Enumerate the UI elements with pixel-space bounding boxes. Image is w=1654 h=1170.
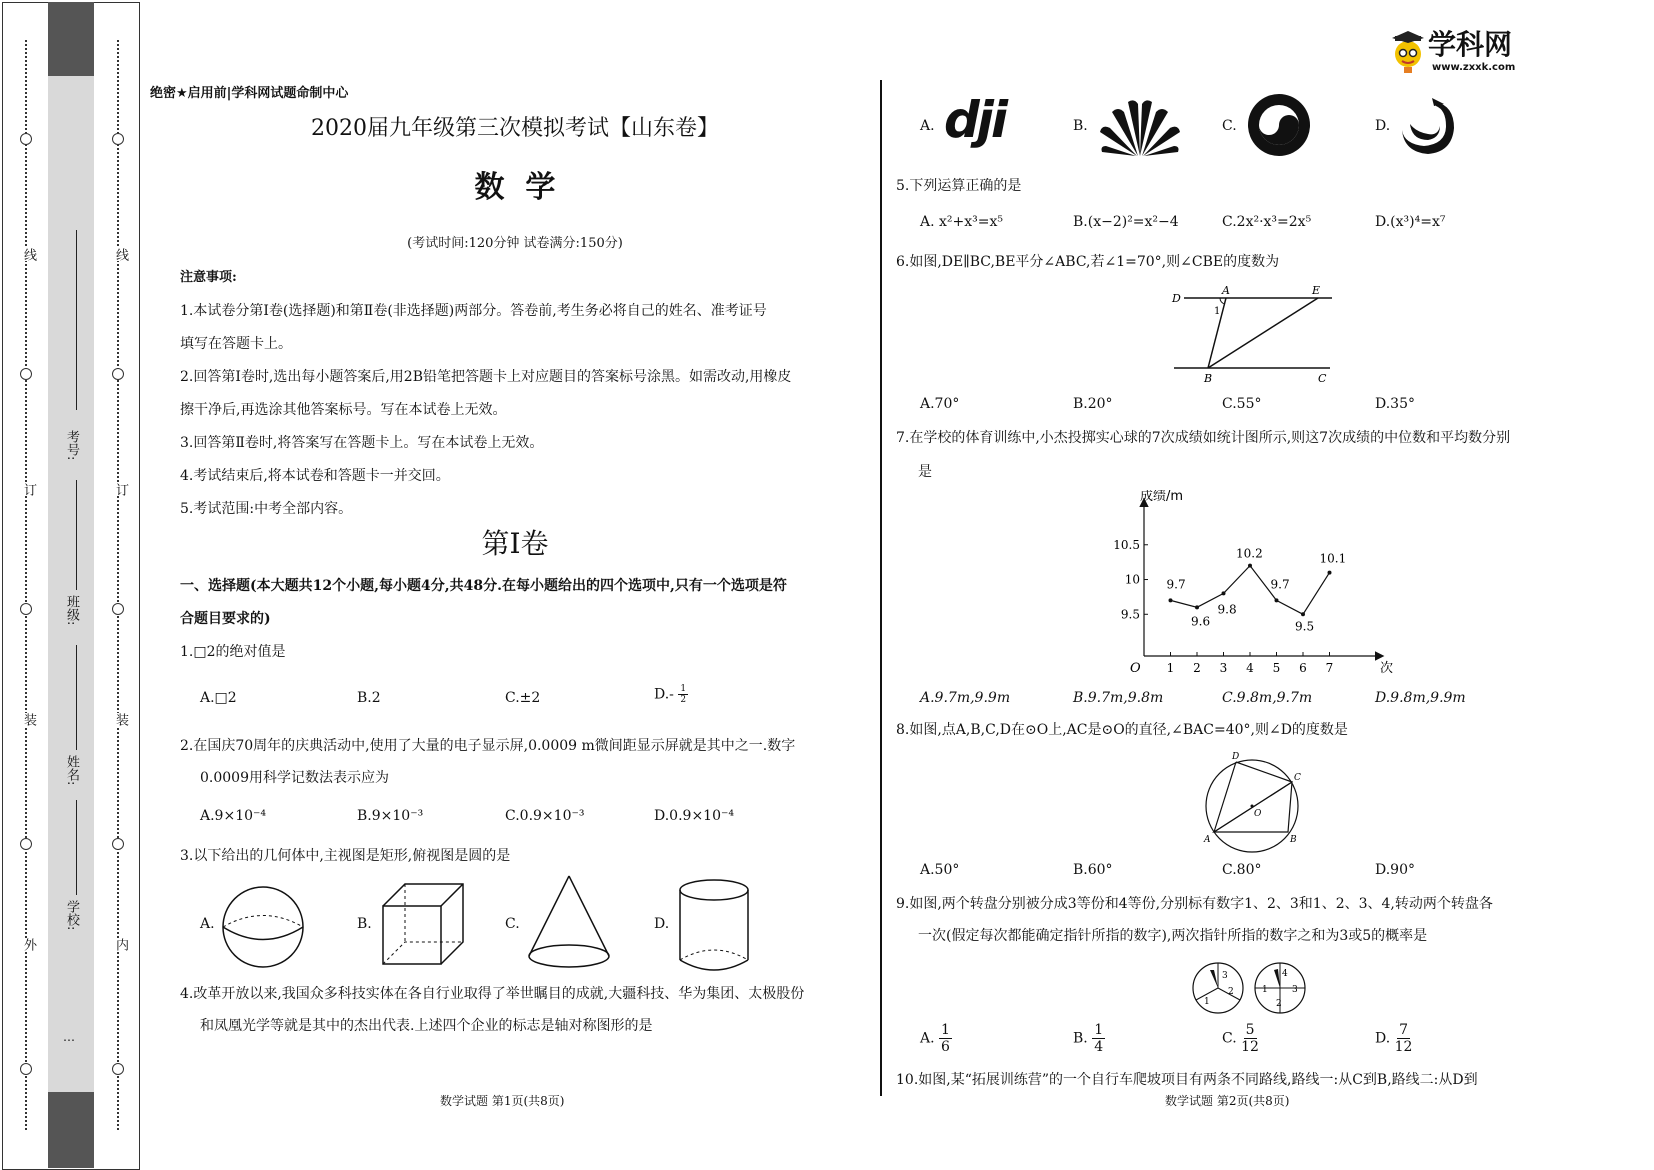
notes-line-5: 3.回答第Ⅱ卷时,将答案写在答题卡上。写在本试卷上无效。 [180, 435, 544, 451]
q6-label-c: C [1318, 372, 1327, 384]
mascot-icon [1390, 30, 1426, 74]
chart-data-point [1195, 605, 1199, 609]
q9-b-num: 1 [1094, 1022, 1104, 1038]
q1-stem: 1.□2的绝对值是 [180, 644, 286, 660]
q4-option-d[interactable]: D. [1375, 118, 1391, 134]
q6-label-e: E [1312, 284, 1321, 297]
q9-c-label: C. [1222, 1030, 1237, 1047]
binding-zhuang-inner: 装 [113, 713, 128, 726]
q6-label-a: A [1222, 284, 1230, 297]
chart-data-label: 9.7 [1270, 577, 1290, 592]
q6-stem: 6.如图,DE∥BC,BE平分∠ABC,若∠1=70°,则∠CBE的度数为 [896, 254, 1280, 270]
q8-option-d[interactable]: D.90° [1375, 862, 1415, 878]
q3-option-d[interactable]: D. [654, 916, 670, 932]
q6-option-d[interactable]: D.35° [1375, 396, 1415, 412]
subject-title: 数 学 [474, 170, 556, 205]
q2-option-c[interactable]: C.0.9×10⁻³ [505, 808, 585, 824]
taiji-logo-icon [1246, 92, 1312, 158]
q3-cone-figure [524, 872, 614, 972]
q4-stem-1: 4.改革开放以来,我国众多科技实体在各自行业取得了举世瞩目的成就,大疆科技、华为集团、太极股份 [180, 986, 805, 1002]
chart-data-label: 9.5 [1295, 619, 1315, 634]
chart-series-line [1171, 566, 1330, 615]
q7-stem-2: 是 [918, 464, 932, 480]
chart-y-tick-label: 10.5 [1113, 537, 1140, 552]
q1-option-c[interactable]: C.±2 [505, 690, 541, 706]
notes-line-2: 填写在答题卡上。 [180, 336, 292, 352]
zxxk-logo[interactable] [1390, 28, 1520, 78]
q9-spinners-figure [1190, 958, 1310, 1018]
q8-label-a: A [1204, 835, 1211, 845]
q4-option-a[interactable]: A. [920, 118, 935, 134]
q3-option-c[interactable]: C. [505, 916, 520, 932]
q8-label-b: B [1290, 835, 1297, 845]
q9-option-a[interactable] [920, 1022, 952, 1055]
binding-outer-label: 外 [21, 938, 36, 951]
chart-x-tick-label: 4 [1246, 661, 1254, 675]
q5-stem: 5.下列运算正确的是 [896, 178, 1022, 194]
q3-option-b[interactable]: B. [357, 916, 372, 932]
section1-title: 第Ⅰ卷 [481, 527, 549, 560]
chart-data-point [1275, 598, 1279, 602]
q6-label-b: B [1204, 372, 1213, 384]
q6-option-a[interactable]: A.70° [920, 396, 960, 412]
chart-x-tick-label: 5 [1272, 661, 1281, 675]
footer-page-1: 数学试题 第1页(共8页) [440, 1094, 565, 1108]
notes-title: 注意事项: [180, 270, 237, 285]
binding-name-line[interactable] [76, 645, 77, 750]
q5-option-b[interactable]: B.(x−2)²=x²−4 [1073, 214, 1179, 230]
logo-url: www.zxxk.com [1432, 62, 1516, 73]
chart-data-label: 10.2 [1236, 546, 1263, 561]
chart-x-tick-label: 3 [1219, 661, 1228, 675]
binding-school-line[interactable] [76, 800, 77, 895]
q9-b-den: 4 [1094, 1039, 1104, 1055]
q9-c-num: 5 [1245, 1022, 1255, 1038]
q4-option-b[interactable]: B. [1073, 118, 1088, 134]
chart-x-tick-label: 2 [1193, 661, 1201, 675]
binding-ellipsis: … [63, 1030, 75, 1044]
binding-class-label: 班级: [64, 595, 79, 626]
q5-option-d[interactable]: D.(x³)⁴=x⁷ [1375, 214, 1446, 230]
chart-data-point [1301, 612, 1305, 616]
q2-stem-2: 0.0009用科学记数法表示应为 [200, 770, 389, 786]
q6-label-1: 1 [1214, 306, 1221, 317]
chart-data-label: 9.7 [1166, 577, 1186, 592]
q9-a-label: A. [920, 1030, 935, 1047]
q8-label-d: D [1232, 752, 1240, 762]
q9-option-b[interactable] [1073, 1022, 1105, 1055]
binding-id-label: 考号: [64, 430, 79, 461]
exam-title: 2020届九年级第三次模拟考试【山东卷】 [311, 116, 719, 141]
q9-w1-label-2: 2 [1228, 987, 1234, 997]
q6-option-b[interactable]: B.20° [1073, 396, 1113, 412]
q5-option-c[interactable]: C.2x²·x³=2x⁵ [1222, 214, 1312, 230]
binding-class-line[interactable] [76, 480, 77, 590]
q6-figure [1170, 284, 1350, 384]
q8-label-c: C [1294, 773, 1301, 783]
q2-option-a[interactable]: A.9×10⁻⁴ [200, 808, 267, 824]
binding-id-line[interactable] [76, 230, 77, 410]
q1-option-d-prefix: D.- [654, 686, 674, 703]
q1-d-den: 2 [680, 695, 687, 705]
binding-ding-inner: 订 [113, 483, 128, 496]
q9-stem-2: 一次(假定每次都能确定指针所指的数字),两次指针所指的数字之和为3或5的概率是 [918, 928, 1428, 944]
q1-option-a[interactable]: A.□2 [200, 690, 237, 706]
q9-w1-label-1: 1 [1204, 997, 1210, 1007]
binding-strip [0, 0, 140, 1169]
chart-x-tick-label: 7 [1325, 661, 1334, 675]
q3-cylinder-figure [674, 876, 754, 976]
binding-name-label: 姓名: [64, 755, 79, 786]
q7-option-c[interactable]: C.9.8m,9.7m [1222, 690, 1313, 706]
binding-school-label: 学校: [64, 900, 79, 931]
section1-heading-2: 合题目要求的) [180, 611, 271, 627]
q9-d-label: D. [1375, 1030, 1391, 1047]
notes-line-4: 擦干净后,再选涂其他答案标号。写在本试卷上无效。 [180, 402, 507, 418]
q9-a-num: 1 [941, 1022, 950, 1038]
binding-zhuang-outer: 装 [21, 713, 36, 726]
q1-option-b[interactable]: B.2 [357, 690, 381, 706]
q2-option-b[interactable]: B.9×10⁻³ [357, 808, 424, 824]
q3-sphere-figure [218, 882, 308, 972]
binding-inner-label: 内 [113, 938, 128, 951]
q8-circle-figure [1192, 750, 1312, 860]
chart-data-point [1328, 571, 1332, 575]
q9-w2-label-3: 3 [1292, 985, 1298, 995]
q9-b-label: B. [1073, 1030, 1088, 1047]
section1-heading-1: 一、选择题(本大题共12个小题,每小题4分,共48分.在每小题给出的四个选项中,只有一个选项是符 [180, 578, 787, 594]
q9-stem-1: 9.如图,两个转盘分别被分成3等份和4等份,分别标有数字1、2、3和1、2、3、4,转动两个转盘各 [896, 896, 1493, 912]
chart-data-point [1222, 591, 1226, 595]
chart-y-tick-label: 10 [1124, 572, 1140, 587]
notes-line-3: 2.回答第Ⅰ卷时,选出每小题答案后,用2B铅笔把答题卡上对应题目的答案标号涂黑。如需改动,用橡皮 [180, 369, 792, 385]
phoenix-logo-icon [1396, 94, 1462, 160]
q9-d-den: 12 [1394, 1039, 1413, 1055]
q3-option-a[interactable]: A. [200, 916, 215, 932]
q9-option-c[interactable] [1222, 1022, 1259, 1055]
q9-c-den: 12 [1241, 1039, 1259, 1055]
chart-data-label: 9.8 [1217, 602, 1237, 617]
chart-y-tick-label: 9.5 [1120, 607, 1140, 622]
notes-line-1: 1.本试卷分第Ⅰ卷(选择题)和第Ⅱ卷(非选择题)两部分。答卷前,考生务必将自己的姓名、准考证号 [180, 303, 767, 319]
q7-stem-1: 7.在学校的体育训练中,小杰投掷实心球的7次成绩如统计图所示,则这7次成绩的中位数和平均数分别 [896, 430, 1511, 446]
secret-header: 绝密★启用前|学科网试题命制中心 [150, 86, 349, 101]
binding-xian-inner: 线 [113, 248, 128, 261]
q7-option-d[interactable]: D.9.8m,9.9m [1375, 690, 1466, 706]
chart-data-label: 9.6 [1191, 614, 1211, 629]
exam-time-info: (考试时间:120分钟 试卷满分:150分) [407, 236, 623, 251]
footer-page-2: 数学试题 第2页(共8页) [1165, 1094, 1290, 1108]
q10-stem: 10.如图,某“拓展训练营”的一个自行车爬坡项目有两条不同路线,路线一:从C到B,路线二:从D到 [896, 1072, 1478, 1088]
q7-option-b[interactable]: B.9.7m,9.8m [1073, 690, 1164, 706]
q2-option-d[interactable]: D.0.9×10⁻⁴ [654, 808, 734, 824]
binding-ding-outer: 订 [21, 483, 36, 496]
q7-option-a[interactable]: A.9.7m,9.9m [920, 690, 1011, 706]
q1-option-d[interactable] [654, 684, 688, 705]
chart-data-point [1248, 564, 1252, 568]
q6-option-c[interactable]: C.55° [1222, 396, 1262, 412]
chart-x-tick-label: 1 [1166, 661, 1175, 675]
notes-line-6: 4.考试结束后,将本试卷和答题卡一并交回。 [180, 468, 450, 484]
chart-data-point [1169, 598, 1173, 602]
q9-a-den: 6 [941, 1039, 950, 1055]
q8-option-b[interactable]: B.60° [1073, 862, 1113, 878]
q9-option-d[interactable] [1375, 1022, 1412, 1055]
dji-logo: dji [944, 91, 1006, 149]
q1-d-num: 1 [680, 684, 687, 694]
q9-w2-label-2: 2 [1276, 999, 1282, 1009]
chart-y-label: 成绩/m [1140, 490, 1184, 504]
q9-w2-label-4: 4 [1282, 969, 1288, 979]
chart-x-label: 次 [1380, 661, 1394, 676]
logo-text: 学科网 [1428, 28, 1513, 61]
q5-option-a[interactable]: A. x²+x³=x⁵ [920, 214, 1003, 230]
q8-label-o: O [1254, 809, 1262, 819]
binding-xian-outer: 线 [21, 248, 36, 261]
q2-stem-1: 2.在国庆70周年的庆典活动中,使用了大量的电子显示屏,0.0009 m微间距显示屏就是其中之一.数字 [180, 738, 796, 754]
page-divider [880, 80, 882, 1096]
q4-stem-2: 和凤凰光学等就是其中的杰出代表.上述四个企业的标志是轴对称图形的是 [200, 1018, 653, 1034]
q8-option-c[interactable]: C.80° [1222, 862, 1262, 878]
q9-w1-label-3: 3 [1222, 971, 1228, 981]
q9-d-num: 7 [1399, 1022, 1409, 1038]
q3-stem: 3.以下给出的几何体中,主视图是矩形,俯视图是圆的是 [180, 848, 511, 864]
q9-w2-label-1: 1 [1262, 985, 1268, 995]
chart-data-label: 10.1 [1319, 551, 1347, 566]
q7-line-chart [1110, 490, 1400, 680]
notes-line-7: 5.考试范围:中考全部内容。 [180, 501, 353, 517]
chart-origin-label: O [1130, 661, 1141, 676]
q8-stem: 8.如图,点A,B,C,D在⊙O上,AC是⊙O的直径,∠BAC=40°,则∠D的度数是 [896, 722, 1348, 738]
binding-gray-band [48, 2, 94, 1168]
q4-option-c[interactable]: C. [1222, 118, 1237, 134]
chart-x-tick-label: 6 [1299, 661, 1307, 675]
q8-option-a[interactable]: A.50° [920, 862, 960, 878]
q3-cube-figure [378, 878, 468, 968]
huawei-logo-icon [1098, 98, 1182, 158]
q6-label-d: D [1172, 292, 1181, 305]
